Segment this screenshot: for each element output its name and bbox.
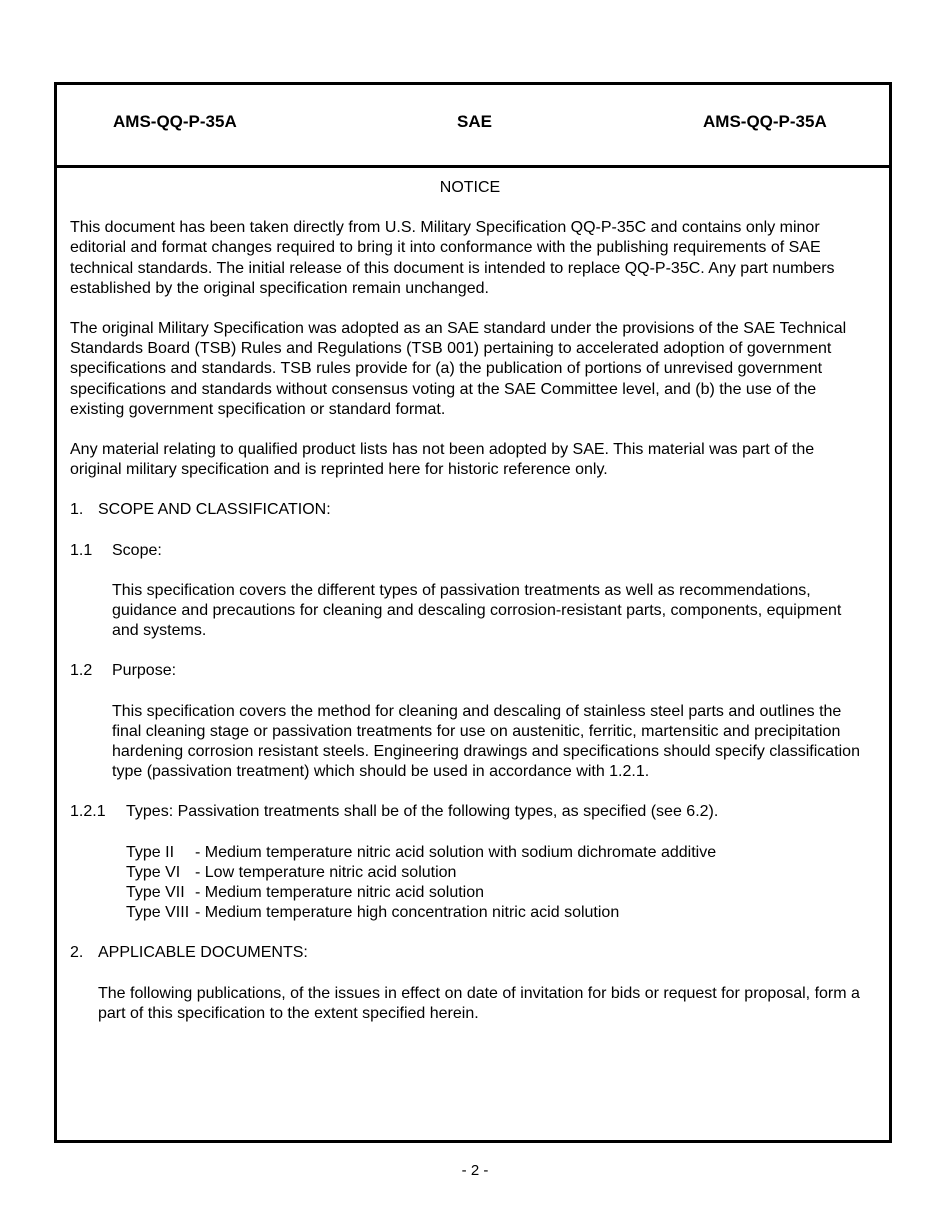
header-center-org: SAE — [457, 112, 492, 131]
notice-paragraph: The original Military Specification was adopted as an SAE standard under the provisions of the SAE Technical Standards Board (TSB) Rules and Regulations (TSB 001) pertaining to accelerated adoption of government specifications and standards. TSB rules provide for (a) the publication of portions of unrevised government specifications and standards without consensus voting at the SAE Committee level, and (b) the use of the existing government specification or standard format. — [70, 320, 847, 418]
section-number: 1.2.1 — [70, 803, 106, 821]
section-number: 1.2 — [70, 662, 93, 680]
header-right-code: AMS-QQ-P-35A — [703, 112, 827, 131]
notice-paragraph: Any material relating to qualified product lists has not been adopted by SAE. This material was part of the original military specification and is reprinted here for historic reference only. — [70, 441, 815, 479]
types-list — [70, 843, 870, 924]
document-header — [57, 85, 889, 168]
list-item — [126, 883, 870, 903]
type-name: Type II — [126, 843, 175, 861]
type-description: - Medium temperature high concentration nitric acid solution — [195, 904, 620, 922]
purpose-text: This specification covers the method for cleaning and descaling of stainless steel parts and outlines the final cleaning stage or passivation treatments for use on austenitic, ferritic, martensitic and precipitation hardening corrosion resistant steels. Engineering drawings and specifications should specify classification type (passivation treatment) which should be used in accordance with 1.2.1. — [112, 702, 860, 781]
section-1-heading — [70, 500, 870, 520]
section-number: 1.1 — [70, 541, 93, 559]
type-description: - Medium temperature nitric acid solution — [195, 884, 485, 902]
list-item — [126, 843, 870, 863]
type-name: Type VI — [126, 863, 181, 881]
page-number: - 2 - — [461, 1162, 489, 1179]
section-1-2-1-heading — [70, 802, 870, 822]
types-intro: Types: Passivation treatments shall be of the following types, as specified (see 6.2). — [126, 803, 719, 821]
notice-title: NOTICE — [439, 179, 501, 196]
section-title: SCOPE AND CLASSIFICATION: — [98, 501, 331, 519]
section-title: Purpose: — [112, 662, 177, 680]
type-description: - Low temperature nitric acid solution — [195, 863, 457, 881]
section-number: 1. — [70, 501, 84, 519]
applicable-documents-text: The following publications, of the issues in effect on date of invitation for bids or request for proposal, form a part of this specification to the extent specified herein. — [98, 984, 860, 1022]
notice-paragraph: This document has been taken directly from U.S. Military Specification QQ-P-35C and contains only minor editorial and format changes required to bring it into conformance with the publishing requirements of SAE technical standards. The initial release of this document is intended to replace QQ-P-35C. Any part numbers established by the original specification remain unchanged. — [70, 219, 835, 297]
section-1-2-heading — [70, 661, 870, 681]
list-item — [126, 863, 870, 883]
section-number: 2. — [70, 944, 84, 962]
document-body — [70, 178, 870, 1044]
scope-text: This specification covers the different types of passivation treatments as well as recommendations, guidance and precautions for cleaning and descaling corrosion-resistant parts, components, equipment and systems. — [112, 581, 842, 640]
type-description: - Medium temperature nitric acid solution with sodium dichromate additive — [195, 843, 717, 861]
section-1-1-heading — [70, 541, 870, 561]
header-left-code: AMS-QQ-P-35A — [113, 112, 237, 131]
page-frame — [54, 82, 892, 1143]
type-name: Type VII — [126, 884, 185, 902]
list-item — [126, 903, 870, 923]
section-title: APPLICABLE DOCUMENTS: — [98, 944, 308, 962]
type-name: Type VIII — [126, 904, 190, 922]
section-2-heading — [70, 943, 870, 963]
section-title: Scope: — [112, 541, 162, 559]
